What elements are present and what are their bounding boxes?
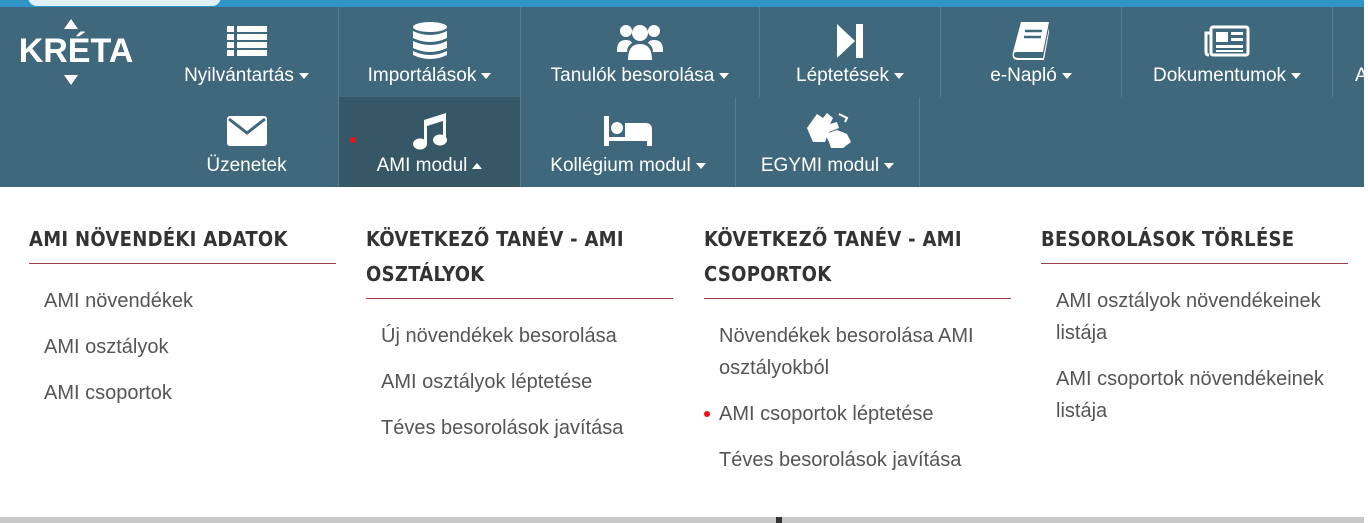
caret-up-icon	[472, 163, 482, 169]
music-icon	[400, 111, 460, 151]
caret-down-icon	[696, 163, 706, 169]
column-title: KÖVETKEZŐ TANÉV - AMI CSOPORTOK	[704, 222, 1011, 299]
active-marker	[350, 137, 356, 143]
caret-down-icon	[299, 73, 309, 79]
menu-item-uj-novendekek-besorolasa[interactable]: Új növendékek besorolása	[381, 325, 617, 347]
active-marker	[704, 411, 710, 417]
nav-label: Léptetések	[796, 65, 889, 86]
nav-label: AMI modul	[376, 155, 468, 176]
column-title: BESOROLÁSOK TÖRLÉSE	[1041, 222, 1348, 264]
nav-kollegium-modul[interactable]	[521, 97, 736, 187]
top-strip	[0, 0, 1364, 7]
menu-column-kovetkezo-tanev-ami-osztalyok	[366, 222, 673, 444]
nav-uzenetek[interactable]	[155, 97, 339, 187]
caret-down-icon	[884, 163, 894, 169]
menu-column-besorolasok-torlese	[1041, 222, 1348, 427]
nav-egymi-modul[interactable]	[736, 97, 920, 187]
caret-down-icon	[894, 73, 904, 79]
nav-label: Kollégium modul	[550, 155, 691, 176]
nav-e-naplo[interactable]	[941, 7, 1122, 97]
logo-text: KRÉTA	[18, 32, 134, 70]
bottom-marker	[776, 517, 782, 523]
nav-tanulok-besorolasa[interactable]	[521, 7, 760, 97]
step-forward-icon	[820, 21, 880, 61]
list-icon	[217, 21, 277, 61]
nav-dokumentumok[interactable]	[1122, 7, 1333, 97]
envelope-icon	[217, 111, 277, 151]
nav-label: Importálások	[367, 65, 477, 86]
menu-column-ami-novendeki-adatok	[29, 222, 336, 409]
menu-item-ami-osztalyok-leptetese[interactable]: AMI osztályok léptetése	[381, 371, 593, 393]
newspaper-icon	[1197, 21, 1257, 61]
database-icon	[400, 21, 460, 61]
nav-label: e-Napló	[990, 65, 1057, 86]
menu-item-ami-csoportok-leptetese[interactable]	[704, 398, 1011, 430]
sign-language-icon	[798, 111, 858, 151]
users-icon	[610, 21, 670, 61]
menu-item-novendekek-besorolasa-ami-osztalyokbol[interactable]: Növendékek besorolása AMI osztályokból	[719, 325, 974, 379]
menu-item-label: AMI csoportok léptetése	[719, 403, 934, 425]
menu-item-teves-besorolasok-javitasa[interactable]: Téves besorolások javítása	[381, 417, 624, 439]
kreta-logo-mark	[16, 19, 136, 85]
bottom-scroll-edge	[0, 517, 1364, 523]
caret-down-icon	[1062, 73, 1072, 79]
column-title: KÖVETKEZŐ TANÉV - AMI OSZTÁLYOK	[366, 222, 673, 299]
nav-label: EGYMI modul	[760, 155, 880, 176]
column-title: AMI NÖVENDÉKI ADATOK	[29, 222, 336, 264]
nav-ami-modul[interactable]	[339, 97, 521, 187]
menu-item-ami-osztalyok[interactable]: AMI osztályok	[44, 336, 169, 358]
nav-more[interactable]	[1333, 7, 1368, 97]
caret-down-icon	[481, 73, 491, 79]
nav-nyilvantartas[interactable]	[155, 7, 339, 97]
menu-item-ami-csoportok[interactable]: AMI csoportok	[44, 382, 172, 404]
caret-down-icon	[719, 73, 729, 79]
nav-label: Üzenetek	[206, 155, 287, 176]
menu-item-ami-novendekek[interactable]: AMI növendékek	[44, 290, 193, 312]
menu-item-ami-osztalyok-novendekeinek-listaja[interactable]: AMI osztályok növendékeinek listája	[1056, 290, 1321, 344]
menu-item-teves-besorolasok-javitasa-csoport[interactable]: Téves besorolások javítása	[719, 449, 962, 471]
caret-down-icon	[1291, 73, 1301, 79]
menu-column-kovetkezo-tanev-ami-csoportok	[704, 222, 1011, 476]
nav-leptetesek[interactable]	[760, 7, 941, 97]
nav-label: Tanulók besorolása	[550, 65, 715, 86]
top-tab[interactable]	[28, 0, 221, 6]
nav-label: Nyilvántartás	[184, 65, 294, 86]
nav-importalasok[interactable]	[339, 7, 521, 97]
nav-label: Dokumentumok	[1152, 65, 1287, 86]
nav-label: A	[1355, 65, 1368, 86]
menu-item-ami-csoportok-novendekeinek-listaja[interactable]: AMI csoportok növendékeinek listája	[1056, 368, 1324, 422]
bed-icon	[598, 111, 658, 151]
book-icon	[1001, 21, 1061, 61]
kreta-logo[interactable]	[0, 7, 155, 97]
